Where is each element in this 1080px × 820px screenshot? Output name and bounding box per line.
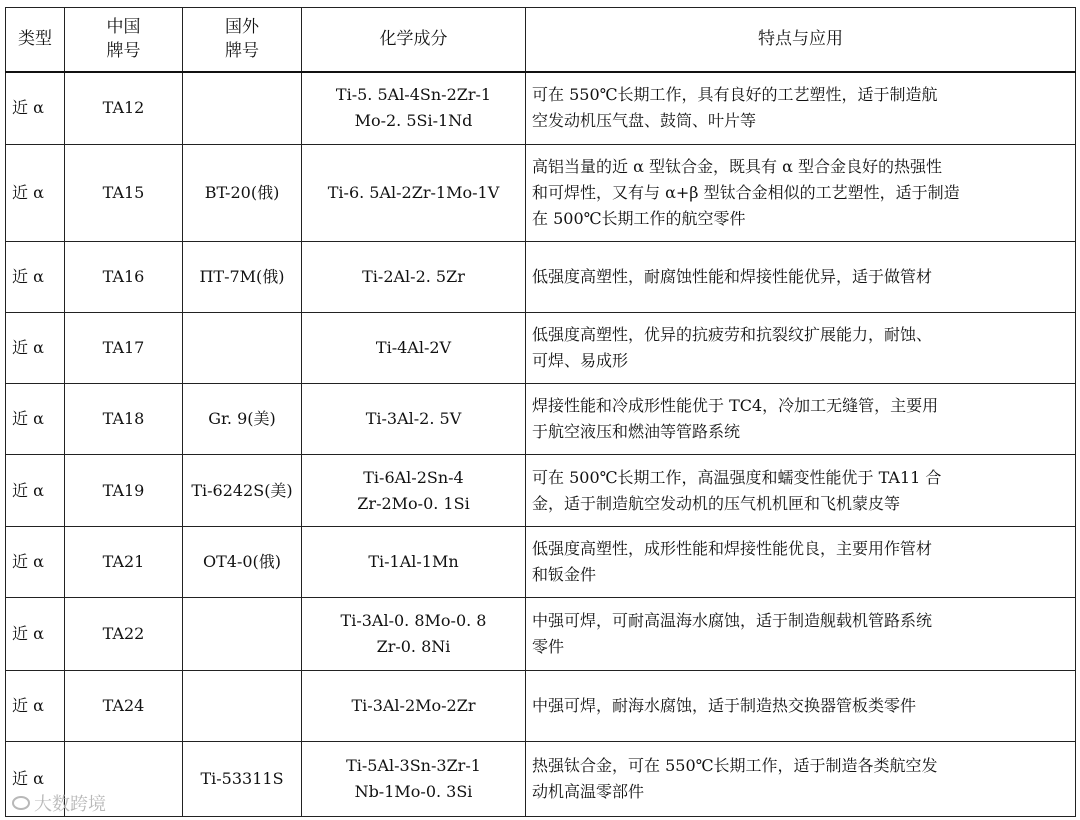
cell-features — [526, 312, 1076, 383]
header-intl-grade-line1: 国外 — [225, 17, 259, 38]
composition-line: Ti-3Al-2. 5V — [365, 408, 462, 428]
cell-cn-grade: TA19 — [65, 454, 183, 527]
header-cn-grade-line1: 中国 — [106, 17, 141, 38]
features-line: 中强可焊，耐海水腐蚀，适于制造热交换器管板类零件 — [532, 696, 917, 716]
cell-features — [526, 242, 1076, 313]
features-line: 零件 — [532, 637, 565, 657]
cell-composition — [302, 454, 526, 527]
cell-intl-grade: Ti-6242S(美) — [183, 454, 302, 527]
watermark — [12, 790, 106, 816]
features-line: 和可焊性，又有与 α+β 型钛合金相似的工艺塑性，适于制造 — [532, 182, 960, 202]
cell-composition — [302, 383, 526, 454]
cell-composition — [302, 742, 526, 817]
cell-features — [526, 72, 1076, 145]
cell-cn-grade: TA12 — [65, 72, 183, 145]
composition-line: Zr-0. 8Ni — [376, 637, 451, 657]
features-line: 低强度高塑性，耐腐蚀性能和焊接性能优异，适于做管材 — [532, 266, 933, 286]
table-row — [6, 144, 1076, 241]
cell-features — [526, 598, 1076, 671]
cell-type: 近 α — [6, 144, 65, 241]
header-intl-grade-line2: 牌号 — [225, 41, 259, 62]
cell-composition — [302, 312, 526, 383]
composition-line: Ti-3Al-2Mo-2Zr — [351, 696, 476, 716]
cell-intl-grade: BT-20(俄) — [183, 144, 302, 241]
header-composition: 化学成分 — [302, 8, 526, 72]
cell-composition — [302, 527, 526, 598]
header-type: 类型 — [6, 8, 65, 72]
header-features: 特点与应用 — [526, 8, 1076, 72]
features-line: 中强可焊，可耐高温海水腐蚀，适于制造舰载机管路系统 — [532, 611, 933, 631]
cell-cn-grade: TA21 — [65, 527, 183, 598]
table-row — [6, 312, 1076, 383]
cell-type: 近 α — [6, 454, 65, 527]
composition-line: Ti-4Al-2V — [375, 337, 452, 357]
table-row — [6, 383, 1076, 454]
features-line: 热强钛合金，可在 550℃长期工作，适于制造各类航空发 — [532, 756, 938, 775]
table-row — [6, 671, 1076, 742]
cell-features — [526, 671, 1076, 742]
table-row — [6, 742, 1076, 817]
header-cn-grade-line2: 牌号 — [106, 41, 141, 62]
cell-composition — [302, 671, 526, 742]
features-line: 和钣金件 — [532, 565, 597, 585]
table-row — [6, 527, 1076, 598]
cell-cn-grade: TA15 — [65, 144, 183, 241]
cell-intl-grade: ПТ-7M(俄) — [183, 242, 302, 313]
composition-line: Zr-2Mo-0. 1Si — [357, 493, 470, 513]
features-line: 动机高温零部件 — [532, 782, 645, 801]
features-line: 可焊、易成形 — [532, 350, 629, 370]
features-line: 低强度高塑性，优异的抗疲劳和抗裂纹扩展能力，耐蚀、 — [532, 324, 933, 344]
composition-line: Ti-3Al-0. 8Mo-0. 8 — [340, 611, 487, 631]
cell-composition — [302, 144, 526, 241]
header-cn-grade — [65, 8, 183, 72]
cell-features — [526, 742, 1076, 817]
cell-type: 近 α — [6, 72, 65, 145]
composition-line: Ti-6. 5Al-2Zr-1Mo-1V — [327, 182, 500, 202]
cell-cn-grade: TA22 — [65, 598, 183, 671]
cell-features — [526, 454, 1076, 527]
composition-line: Ti-1Al-1Mn — [368, 552, 459, 572]
features-line: 金，适于制造航空发动机的压气机机匣和飞机蒙皮等 — [532, 493, 901, 513]
cell-type: 近 α — [6, 598, 65, 671]
cell-intl-grade — [183, 598, 302, 671]
cell-intl-grade: Gr. 9(美) — [183, 383, 302, 454]
features-line: 高铝当量的近 α 型钛合金，既具有 α 型合金良好的热强性 — [532, 156, 942, 176]
header-row — [6, 8, 1076, 72]
features-line: 可在 550℃长期工作，具有良好的工艺塑性，适于制造航 — [532, 85, 938, 105]
composition-line: Ti-6Al-2Sn-4 — [363, 467, 464, 487]
table-row — [6, 454, 1076, 527]
cell-composition — [302, 598, 526, 671]
cell-intl-grade: Ti-53311S — [183, 742, 302, 817]
features-line: 焊接性能和冷成形性能优于 TC4，冷加工无缝管，主要用 — [532, 395, 939, 415]
cell-type: 近 α — [6, 242, 65, 313]
cell-type: 近 α — [6, 671, 65, 742]
cell-cn-grade: TA24 — [65, 671, 183, 742]
features-line: 低强度高塑性，成形性能和焊接性能优良，主要用作管材 — [532, 539, 933, 559]
titanium-alloy-table — [5, 7, 1076, 817]
composition-line: Mo-2. 5Si-1Nd — [354, 111, 473, 131]
cell-intl-grade: OT4-0(俄) — [183, 527, 302, 598]
cell-cn-grade: TA17 — [65, 312, 183, 383]
table-body — [6, 72, 1076, 817]
cell-cn-grade: TA18 — [65, 383, 183, 454]
cell-intl-grade — [183, 72, 302, 145]
cell-type: 近 α — [6, 742, 65, 817]
composition-line: Ti-2Al-2. 5Zr — [362, 266, 465, 286]
cell-composition — [302, 242, 526, 313]
cell-type: 近 α — [6, 312, 65, 383]
table-row — [6, 242, 1076, 313]
cell-intl-grade — [183, 312, 302, 383]
features-line: 空发动机压气盘、鼓筒、叶片等 — [532, 111, 757, 131]
cell-type: 近 α — [6, 383, 65, 454]
cell-features — [526, 383, 1076, 454]
cell-cn-grade: TA16 — [65, 242, 183, 313]
cell-features — [526, 144, 1076, 241]
table-row — [6, 72, 1076, 145]
composition-line: Ti-5Al-3Sn-3Zr-1 — [346, 756, 481, 775]
header-intl-grade — [183, 8, 302, 72]
cell-intl-grade — [183, 671, 302, 742]
watermark-text: 大数跨境 — [34, 794, 106, 815]
cell-type: 近 α — [6, 527, 65, 598]
features-line: 于航空液压和燃油等管路系统 — [532, 421, 741, 441]
cell-composition — [302, 72, 526, 145]
composition-line: Ti-5. 5Al-4Sn-2Zr-1 — [335, 85, 492, 105]
composition-line: Nb-1Mo-0. 3Si — [354, 782, 473, 801]
features-line: 在 500℃长期工作的航空零件 — [532, 208, 746, 228]
cell-features — [526, 527, 1076, 598]
table-row — [6, 598, 1076, 671]
features-line: 可在 500℃长期工作，高温强度和蠕变性能优于 TA11 合 — [532, 467, 942, 487]
watermark-logo-icon — [12, 796, 30, 810]
